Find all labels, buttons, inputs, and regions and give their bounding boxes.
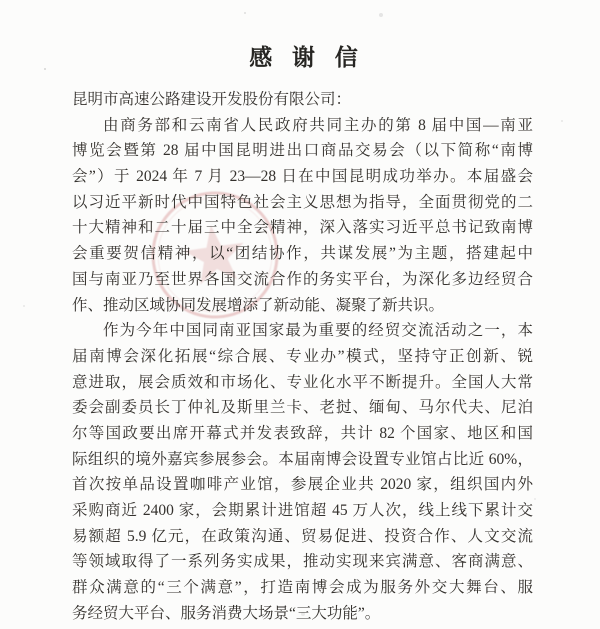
body-line: 意进取，展会质效和市场化、专业化水平不断提升。全国人大常 — [72, 373, 533, 391]
body-line: 以习近平新时代中国特色社会主义思想为指导，全面贯彻党的二 — [72, 193, 533, 211]
body-line: 委会副委员长丁仲礼及斯里兰卡、老挝、缅甸、马尔代夫、尼泊 — [72, 399, 533, 417]
body-line: 作为今年中国同南亚国家最为重要的经贸交流活动之一，本 — [103, 322, 533, 340]
body-line: 国与南亚乃至世界各国交流合作的务实平台，为深化多边经贸合 — [72, 270, 533, 288]
body-line: 届南博会深化拓展“综合展、专业办”模式，坚持守正创新、锐 — [72, 347, 533, 365]
salutation: 昆明市高速公路建设开发股份有限公司： — [72, 91, 352, 108]
body-line: 群众满意的“三个满意”，打造南博会成为服务外交大舞台、服 — [72, 579, 533, 597]
body-line: 尔等国政要出席开幕式并发表致辞，共计 82 个国家、地区和国 — [72, 424, 533, 442]
body-line: 作、推动区域协同发展增添了新动能、凝聚了新共识。 — [72, 296, 445, 314]
body-line: 会重要贺信精神，以“团结协作，共谋发展”为主题，搭建起中 — [72, 245, 533, 263]
body-line: 易额超 5.9 亿元，在政策沟通、贸易促进、投资合作、人文交流 — [72, 527, 533, 545]
body-line: 采购商近 2400 家，会期累计进馆超 45 万人次，线上线下累计交 — [72, 502, 533, 519]
letter-title: 感 谢 信 — [249, 45, 365, 71]
body-line: 首次按单品设置咖啡产业馆，参展企业共 2020 家，组织国内外 — [72, 476, 533, 494]
body-line: 等领域取得了一系列务实成果，推动实现来宾满意、客商满意、 — [72, 553, 533, 571]
body-line: 务经贸大平台、服务消费大场景“三大功能”。 — [72, 604, 381, 622]
body-line: 博览会暨第 28 届中国昆明进出口商品交易会（以下简称“南博 — [72, 142, 533, 160]
letter-body — [72, 87, 533, 626]
body-line: 十大精神和二十届三中全会精神，深入落实习近平总书记致南博 — [72, 219, 533, 237]
body-line: 由商务部和云南省人民政府共同主办的第 8 届中国—南亚 — [103, 116, 533, 134]
body-line: 际组织的境外嘉宾参展参会。本届南博会设置专业馆占比近 60%， — [72, 450, 533, 468]
body-line: 会”）于 2024 年 7 月 23—28 日在中国昆明成功举办。本届盛会 — [72, 168, 533, 186]
